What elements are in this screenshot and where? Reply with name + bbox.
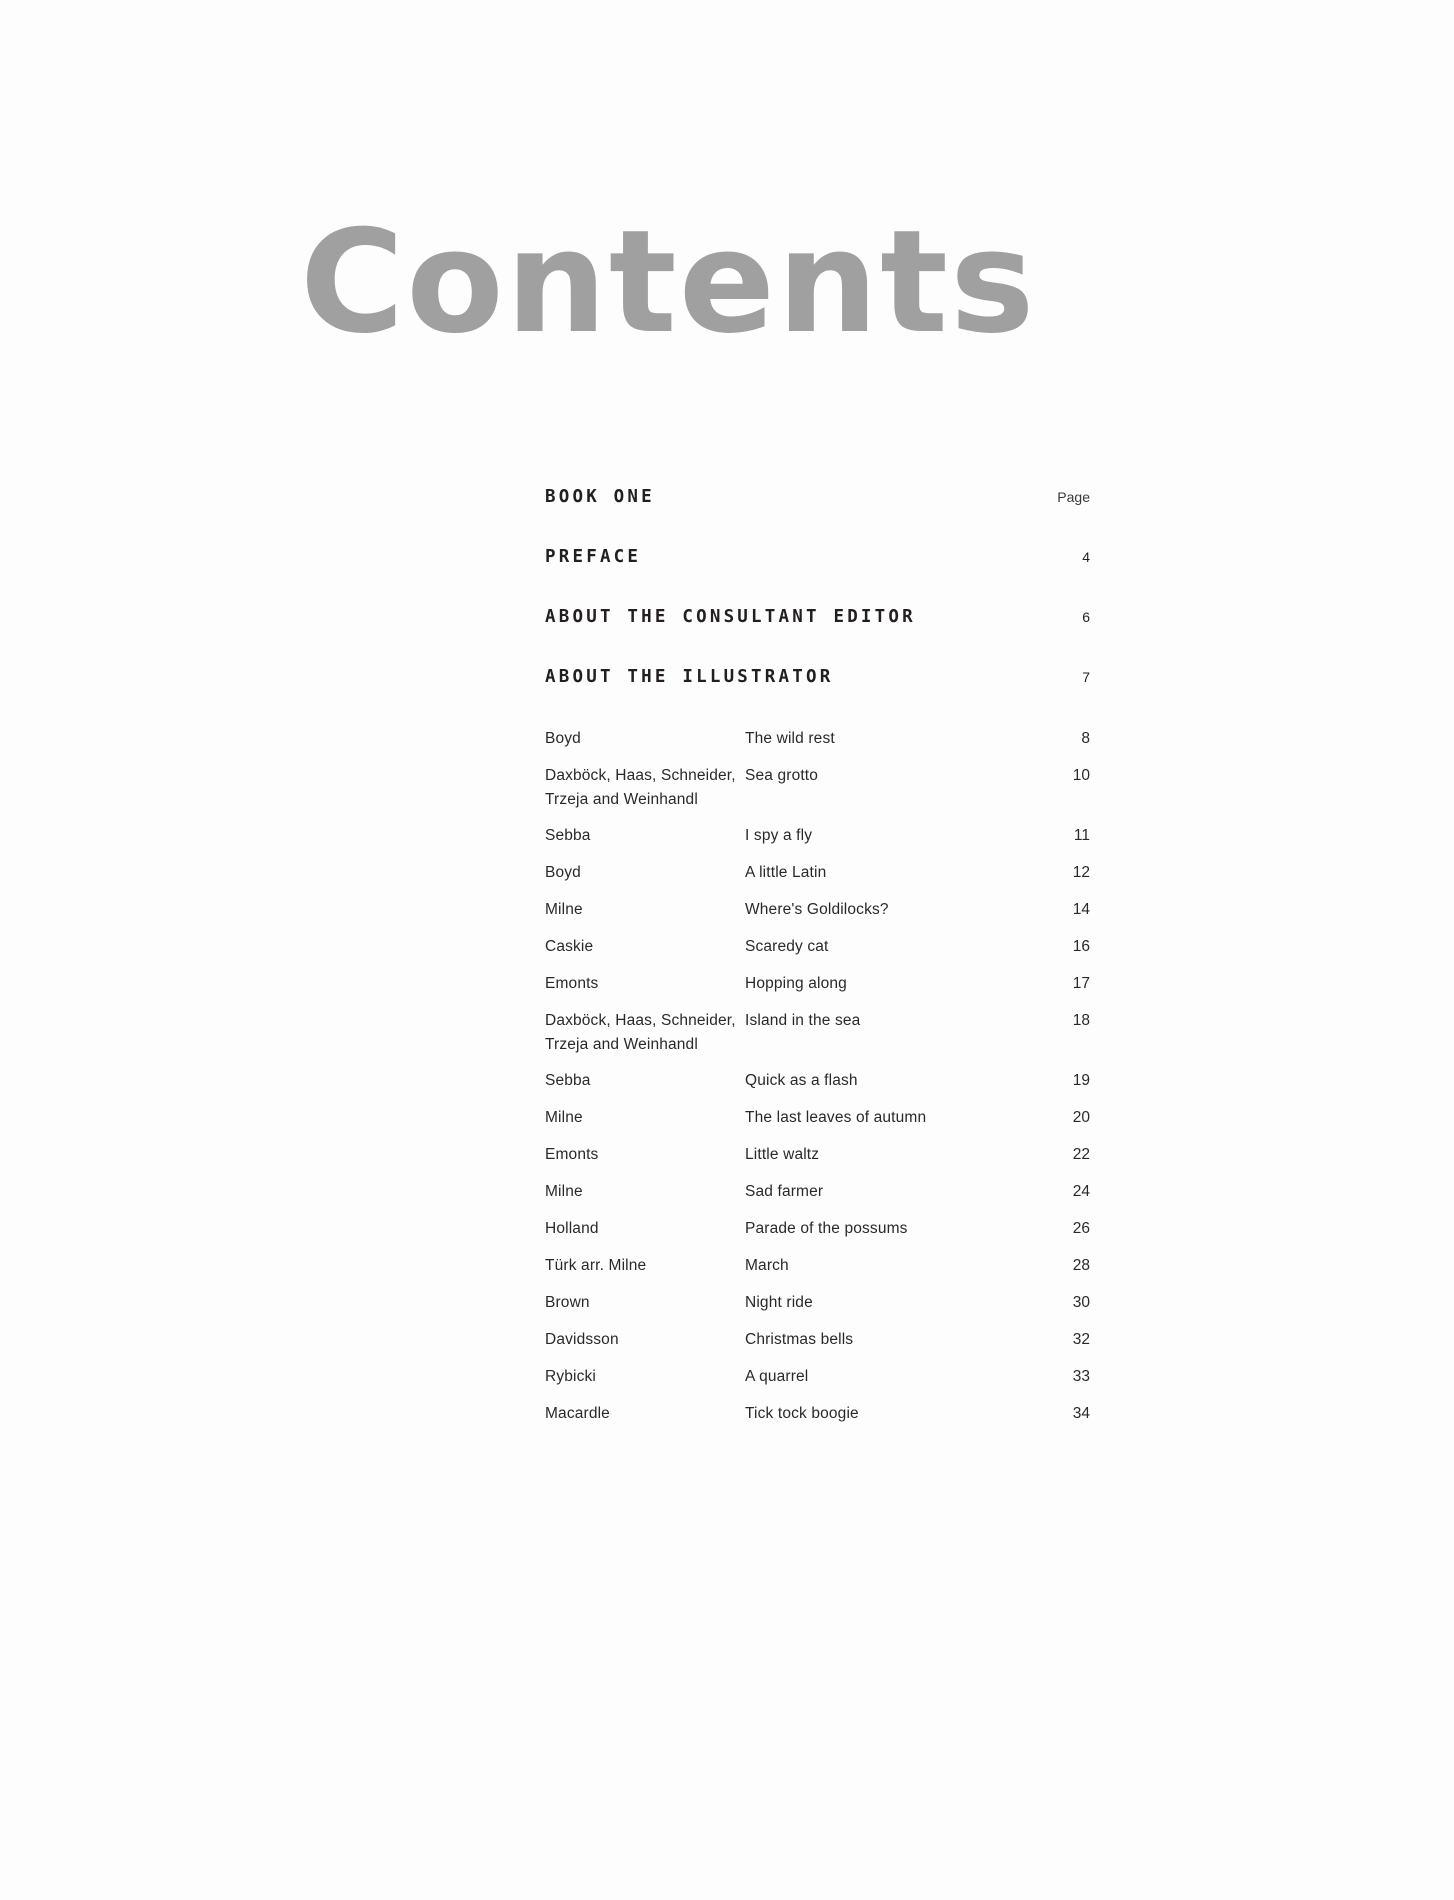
entry-composer: Emonts xyxy=(545,975,599,993)
entry-title: March xyxy=(745,1257,789,1275)
list-item xyxy=(545,1069,1090,1093)
entry-page-number: 19 xyxy=(1072,1072,1090,1090)
list-item xyxy=(545,861,1090,885)
entry-page-number: 33 xyxy=(1072,1368,1090,1386)
page-title: Contents xyxy=(300,200,1037,365)
entry-composer: Emonts xyxy=(545,1146,599,1164)
entry-page-number: 8 xyxy=(1081,730,1090,747)
entry-page-number: 14 xyxy=(1072,901,1090,919)
entry-title: Christmas bells xyxy=(745,1331,854,1349)
entry-composer: Sebba xyxy=(545,827,591,845)
list-item xyxy=(545,1402,1090,1426)
section-page-number: 4 xyxy=(1082,549,1090,565)
entry-title: Tick tock boogie xyxy=(745,1405,859,1423)
entry-title: The wild rest xyxy=(745,730,835,747)
entry-composer: Daxböck, Haas, Schneider, Trzeja and Weinhandl xyxy=(545,767,736,809)
list-item xyxy=(545,1106,1090,1130)
entry-composer: Türk arr. Milne xyxy=(545,1257,647,1275)
entry-list xyxy=(545,727,1090,1426)
entry-title: Where's Goldilocks? xyxy=(745,901,889,919)
section-title: BOOK ONE xyxy=(545,487,655,507)
section-row-preface xyxy=(545,547,1090,567)
entry-page-number: 16 xyxy=(1072,938,1090,956)
list-item xyxy=(545,824,1090,848)
entry-page-number: 12 xyxy=(1072,864,1090,882)
entry-title: Quick as a flash xyxy=(745,1072,858,1090)
entry-page-number: 11 xyxy=(1073,827,1090,845)
entry-title: Sea grotto xyxy=(745,767,819,785)
entry-composer: Holland xyxy=(545,1220,599,1238)
entry-page-number: 26 xyxy=(1072,1220,1090,1238)
entry-page-number: 17 xyxy=(1072,975,1090,993)
list-item xyxy=(545,1291,1090,1315)
entry-title: The last leaves of autumn xyxy=(745,1109,927,1127)
section-row-about-consultant-editor xyxy=(545,607,1090,627)
entry-title: I spy a fly xyxy=(745,827,813,845)
entry-title: Parade of the possums xyxy=(745,1220,908,1238)
list-item xyxy=(545,1328,1090,1352)
list-item xyxy=(545,1254,1090,1278)
entry-title: Hopping along xyxy=(745,975,847,993)
section-title: ABOUT THE ILLUSTRATOR xyxy=(545,667,834,687)
entry-composer: Davidsson xyxy=(545,1331,619,1349)
section-title: ABOUT THE CONSULTANT EDITOR xyxy=(545,607,916,627)
entry-composer: Milne xyxy=(545,1183,583,1201)
list-item xyxy=(545,764,1090,812)
entry-page-number: 24 xyxy=(1072,1183,1090,1201)
entry-composer: Daxböck, Haas, Schneider, Trzeja and Weinhandl xyxy=(545,1012,736,1054)
page-column-label: Page xyxy=(1057,489,1090,505)
list-item xyxy=(545,1180,1090,1204)
entry-page-number: 18 xyxy=(1072,1012,1090,1030)
list-item xyxy=(545,1365,1090,1389)
section-title: PREFACE xyxy=(545,547,642,567)
entry-composer: Milne xyxy=(545,1109,583,1127)
list-item xyxy=(545,972,1090,996)
entry-page-number: 30 xyxy=(1072,1294,1090,1312)
list-item xyxy=(545,1143,1090,1167)
entry-title: Scaredy cat xyxy=(745,938,829,956)
list-item xyxy=(545,898,1090,922)
entry-composer: Caskie xyxy=(545,938,594,956)
entry-page-number: 10 xyxy=(1072,767,1090,785)
section-row-book-one xyxy=(545,487,1090,507)
list-item xyxy=(545,1009,1090,1057)
entry-title: A little Latin xyxy=(745,864,827,882)
entry-composer: Milne xyxy=(545,901,583,919)
entry-title: Island in the sea xyxy=(745,1012,861,1030)
list-item xyxy=(545,935,1090,959)
entry-composer: Brown xyxy=(545,1294,590,1312)
entry-title: A quarrel xyxy=(745,1368,809,1386)
entry-page-number: 20 xyxy=(1072,1109,1090,1127)
section-page-number: 6 xyxy=(1082,609,1090,625)
entry-title: Little waltz xyxy=(745,1146,820,1164)
section-page-number: 7 xyxy=(1082,669,1090,685)
entry-composer: Macardle xyxy=(545,1405,610,1423)
list-item xyxy=(545,727,1090,751)
entry-page-number: 28 xyxy=(1072,1257,1090,1275)
entry-page-number: 22 xyxy=(1072,1146,1090,1164)
entry-page-number: 32 xyxy=(1072,1331,1090,1349)
entry-title: Sad farmer xyxy=(745,1183,824,1201)
list-item xyxy=(545,1217,1090,1241)
entry-composer: Boyd xyxy=(545,730,581,747)
entry-composer: Boyd xyxy=(545,864,581,882)
entry-title: Night ride xyxy=(745,1294,813,1312)
entry-composer: Sebba xyxy=(545,1072,591,1090)
entry-page-number: 34 xyxy=(1072,1405,1090,1423)
entry-composer: Rybicki xyxy=(545,1368,597,1386)
section-row-about-illustrator xyxy=(545,667,1090,687)
table-of-contents xyxy=(545,487,1090,1439)
